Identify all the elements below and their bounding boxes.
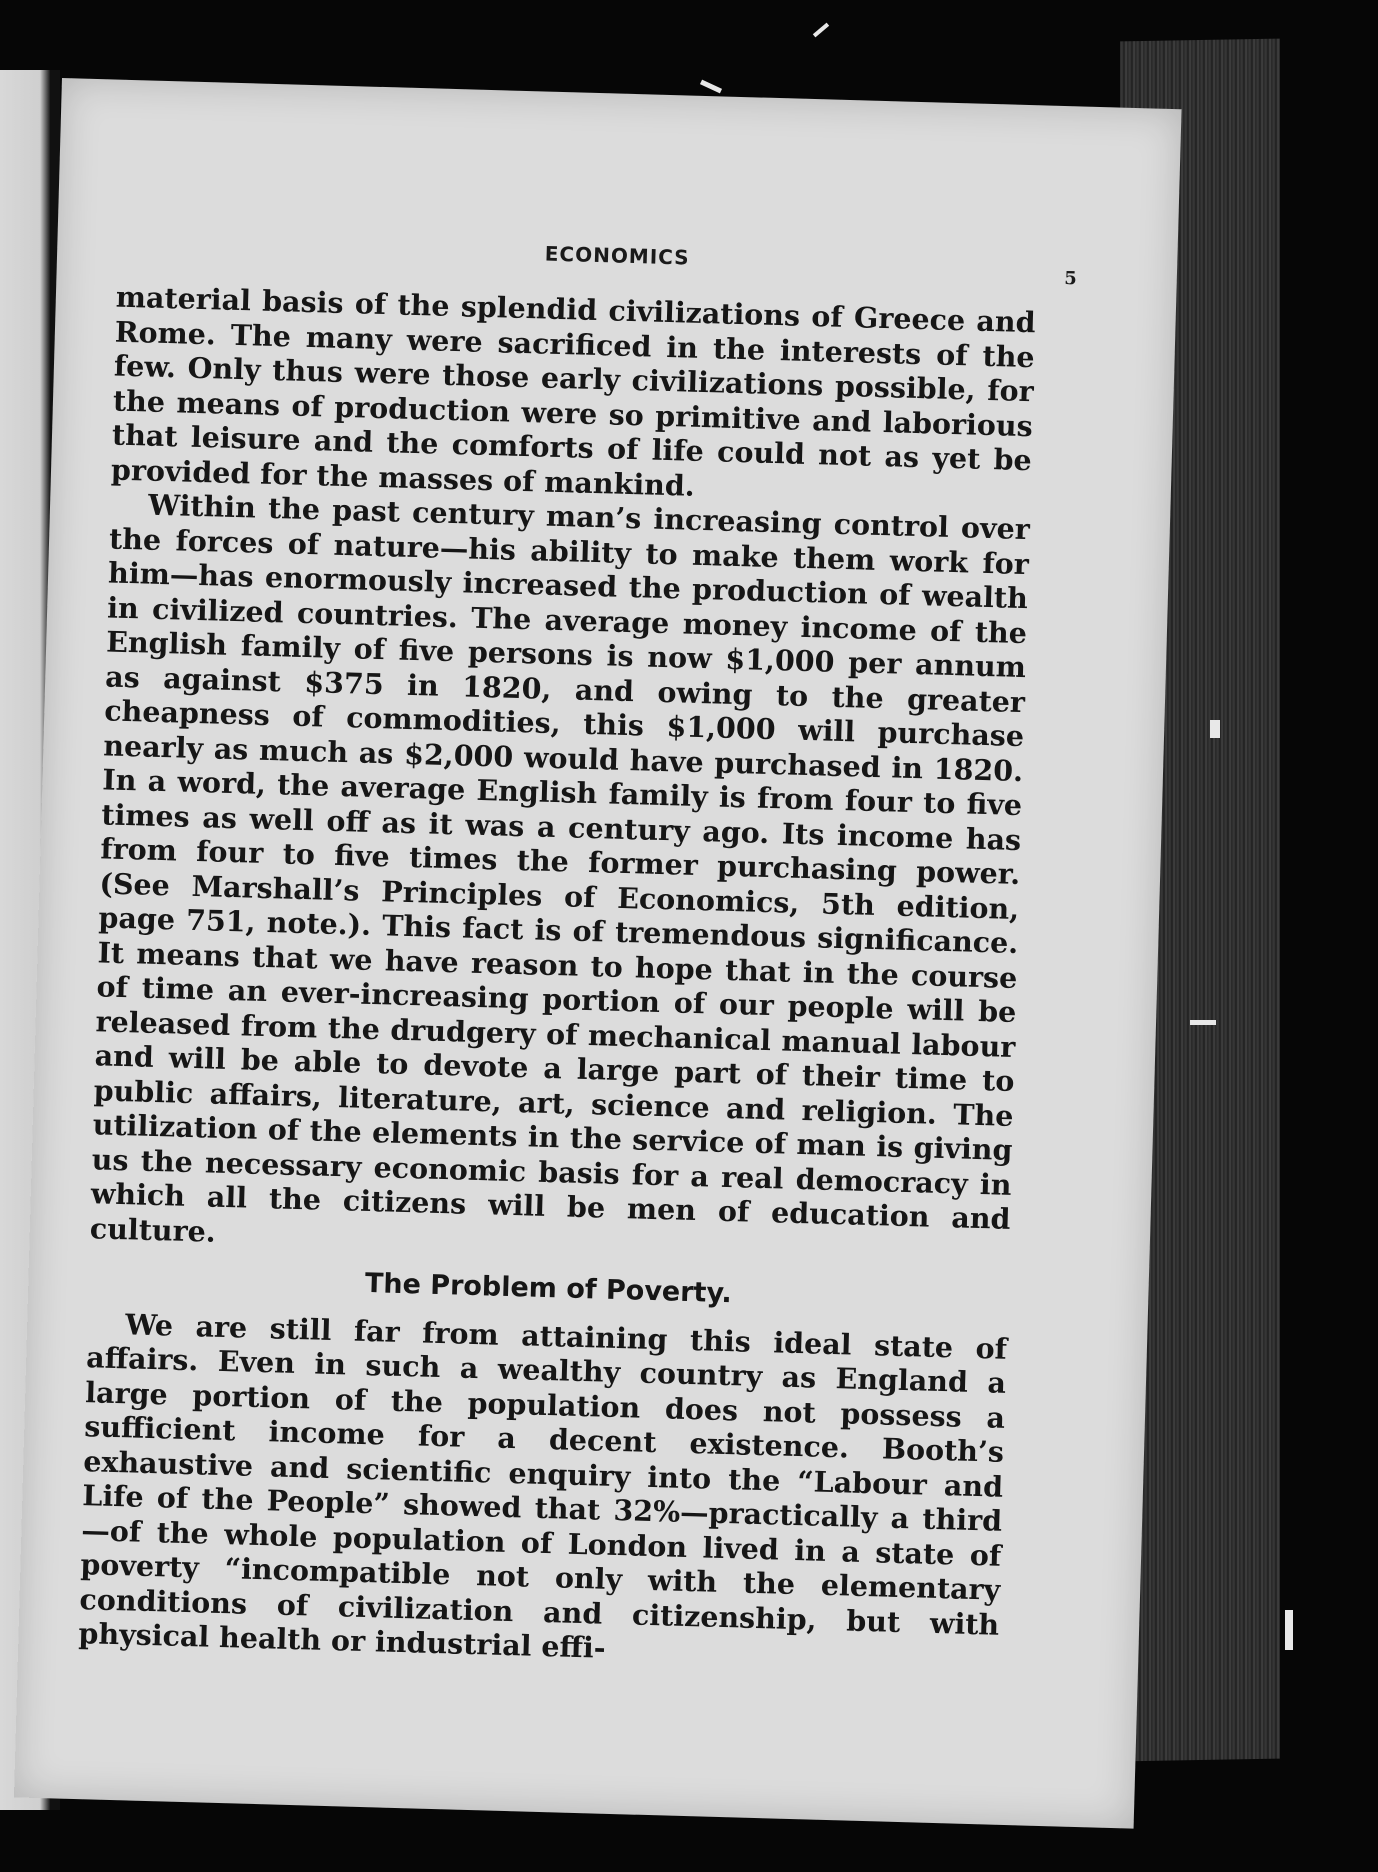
- book-page: [14, 78, 1182, 1829]
- paragraph-poverty: We are still far from attaining this ideal state of affairs. Even in such a wealthy country as England a large portion of the population does not possess a sufficient income for a decent existence. Booth’s exhaustive and scientific enquiry into the “Labour and Life of the People” showed that 32%—practically a third—of the whole population of London lived in a state of poverty “incompatible not only with the elementary conditions of civilization and citizenship, but with physical health or industrial effi-: [78, 1306, 1008, 1665]
- scan-artifact: [1190, 1020, 1216, 1025]
- paragraph-continued: material basis of the splendid civilizations of Greece and Rome. The many were sacrificed in the interests of the few. Only thus were those early civilizations possible, for the means of production were so primitive and laborious that leisure and the comforts of life could not as yet be provided for the masses of mankind.: [110, 279, 1037, 503]
- page-number: 5: [1063, 268, 1078, 290]
- scan-artifact: [1285, 1610, 1293, 1650]
- scan-artifact: [1210, 720, 1220, 738]
- page-body: [78, 280, 1036, 1677]
- section-heading: The Problem of Poverty.: [364, 1267, 733, 1310]
- running-head: ECONOMICS: [544, 241, 691, 270]
- scan-artifact: [813, 23, 829, 38]
- scan-artifact: [700, 80, 722, 94]
- paragraph-wealth: Within the past century man’s increasing control over the forces of nature—his ability to make them work for him—has enormously increased the production of wealth in civilized countries. The average money income of the English family of five persons is now $1,000 per annum as against $375 in 1820, and owing to the greater cheapness of commodities, this $1,000 will purchase nearly as much as $2,000 would have purchased in 1820. In a word, the average English family is from four to five times as well off as it was a century ago. Its income has from four to five times the former purchasing power. (See Marshall’s Principles of Economics, 5th edition, page 751, note.). This fact is of tremendous significance. It means that we have reason to hope that in the course of time an ever-increasing portion of our people will be released from the drudgery of mechanical manual labour and will be able to devote a large part of their time to public affairs, literature, art, science and religion. The utilization of the elements in the service of man is giving us the necessary economic basis for a real democracy in which all the citizens will be men of education and culture.: [89, 487, 1031, 1249]
